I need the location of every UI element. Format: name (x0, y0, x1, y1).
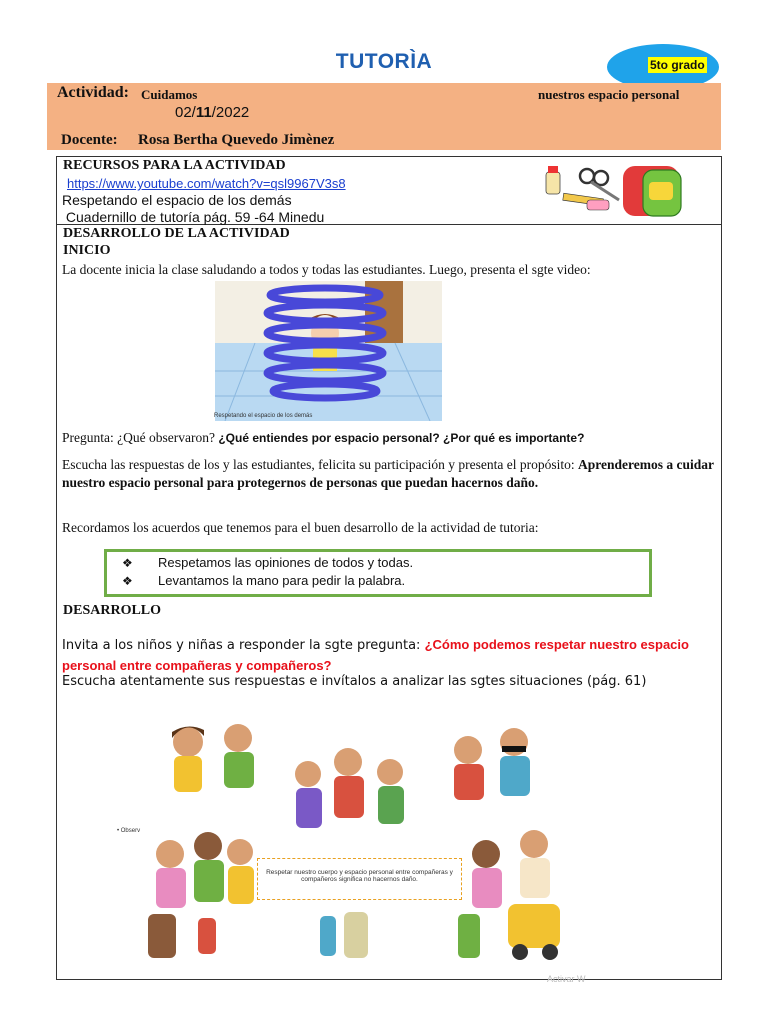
inicio-heading: INICIO (63, 243, 111, 258)
question-prefix: Pregunta: ¿Qué observaron? (62, 430, 219, 445)
development-heading: DESARROLLO DE LA ACTIVIDAD (63, 226, 290, 241)
activation-watermark: Activar W (547, 974, 586, 984)
date-suffix: /2022 (211, 104, 250, 121)
activity-label: Actividad: (57, 84, 129, 101)
purpose-text: Aprenderemos a cuidar nuestro espacio personal para protegernos de personas que puedan hacernos daño. (62, 457, 714, 490)
agreements-intro: Recordamos los acuerdos que tenemos para el buen desarrollo de la actividad de tutoria: (62, 520, 539, 535)
scissors-handle-2 (594, 171, 608, 185)
school-supplies-image (543, 160, 683, 220)
group-bottom-center (320, 912, 368, 958)
resource-item-video: Respetando el espacio de los demás (62, 192, 292, 208)
video-thumbnail (215, 281, 442, 421)
observe-bullet-text: • Observ (117, 828, 141, 834)
agreement-text: Levantamos la mano para pedir la palabra. (158, 573, 406, 588)
activity-value-left: Cuidamos (141, 87, 198, 102)
intro-text: La docente inicia la clase saludando a todos y todas las estudiantes. Luego, presenta el sgte video: (62, 262, 591, 277)
listen-text: Escucha las respuestas de los y las estudiantes, felicita su participación y presenta el propósito: (62, 457, 578, 472)
resource-item-booklet: Cuadernillo de tutoría pág. 59 -64 Minedu (62, 209, 325, 225)
activity-value-right: nuestros espacio personal (538, 87, 680, 102)
glue-bottle (546, 172, 560, 194)
question-rest: ¿Qué entiendes por espacio personal? ¿Por qué es importante? (218, 431, 585, 445)
teacher-label: Docente: (61, 132, 118, 148)
analyze-text: Escucha atentamente sus respuestas e invítalos a analizar las sgtes situaciones (pág. 61) (62, 674, 647, 689)
date-prefix: 02/ (175, 104, 196, 121)
listen-paragraph (62, 456, 714, 492)
scene-caption: Respetar nuestro cuerpo y espacio personal entre compañeras y compañeros significa no hacernos daño. (257, 858, 462, 900)
situations-illustration (112, 708, 592, 978)
date-month: 11 (195, 104, 212, 121)
bullet-icon: ❖ (122, 556, 133, 570)
grade-label: 5to grado (650, 58, 705, 72)
page-title: TUTORÌA (335, 50, 433, 73)
video-caption: Respetando el espacio de los demás (214, 413, 313, 419)
eraser (587, 200, 609, 210)
question-line (62, 429, 584, 447)
bullet-icon: ❖ (122, 574, 133, 588)
resources-heading: RECURSOS PARA LA ACTIVIDAD (63, 158, 286, 173)
agreement-item (122, 573, 405, 588)
invite-paragraph (62, 635, 712, 677)
backpack-pocket (649, 182, 673, 200)
activity-date (175, 104, 249, 121)
invite-text: Invita a los niños y niñas a responder la sgte pregunta: (62, 638, 425, 653)
video-link[interactable]: https://www.youtube.com/watch?v=qsl9967V3s8 (67, 176, 346, 191)
agreement-item (122, 555, 413, 570)
agreement-text: Respetamos las opiniones de todos y todas. (158, 555, 414, 570)
glue-cap (548, 166, 558, 173)
teacher-name: Rosa Bertha Quevedo Jimènez (138, 132, 335, 148)
invite-question: ¿Cómo podemos respetar nuestro espacio personal entre compañeras y compañeros? (62, 637, 689, 673)
desarrollo-heading: DESARROLLO (63, 603, 162, 618)
